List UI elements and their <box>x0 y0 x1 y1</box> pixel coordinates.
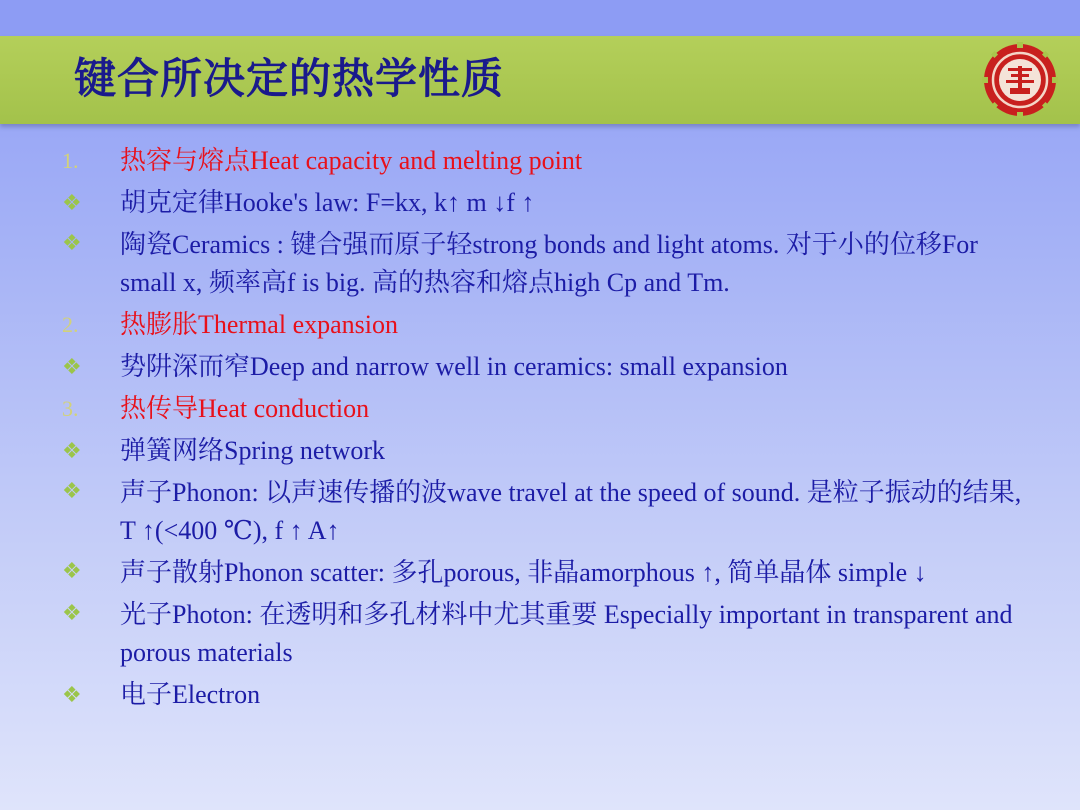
slide-title: 键合所决定的热学性质 <box>74 54 505 103</box>
list-item <box>62 140 1022 182</box>
diamond-bullet-icon: ❖ <box>62 478 82 503</box>
list-item <box>62 182 1022 224</box>
item-text: 陶瓷Ceramics : 键合强而原子轻strong bonds and light atoms. 对于小的位移For small x, 频率高f is big. 高的热容和熔点high Cp and Tm. <box>120 230 978 297</box>
list-item <box>62 346 1022 388</box>
sjtu-emblem-icon <box>982 42 1058 118</box>
item-text: 胡克定律Hooke's law: F=kx, k↑ m ↓f ↑ <box>120 188 535 217</box>
item-text: 热容与熔点Heat capacity and melting point <box>120 146 583 175</box>
list-item <box>62 304 1022 346</box>
diamond-bullet-icon: ❖ <box>62 682 82 707</box>
list-number: 2. <box>62 312 79 337</box>
list-item <box>62 472 1022 552</box>
list-item <box>62 674 1022 716</box>
diamond-bullet-icon: ❖ <box>62 600 82 625</box>
diamond-bullet-icon: ❖ <box>62 354 82 379</box>
title-bar <box>0 36 1080 124</box>
item-text: 弹簧网络Spring network <box>120 436 386 465</box>
item-text: 势阱深而窄Deep and narrow well in ceramics: small expansion <box>120 352 788 381</box>
item-text: 电子Electron <box>120 680 261 709</box>
diamond-bullet-icon: ❖ <box>62 438 82 463</box>
top-band <box>0 0 1080 36</box>
diamond-bullet-icon: ❖ <box>62 190 82 215</box>
item-text: 光子Photon: 在透明和多孔材料中尤其重要 Especially important in transparent and porous materials <box>120 600 1013 667</box>
list-item <box>62 552 1022 594</box>
item-text: 热膨胀Thermal expansion <box>120 310 398 339</box>
item-text: 声子Phonon: 以声速传播的波wave travel at the speed of sound. 是粒子振动的结果, T ↑(<400 ℃), f ↑ A↑ <box>120 478 1022 545</box>
list-item <box>62 430 1022 472</box>
item-text: 热传导Heat conduction <box>120 394 370 423</box>
list-number: 3. <box>62 396 79 421</box>
item-text: 声子散射Phonon scatter: 多孔porous, 非晶amorphous ↑, 简单晶体 simple ↓ <box>120 558 927 587</box>
list-number: 1. <box>62 148 79 173</box>
list-item <box>62 388 1022 430</box>
list-item <box>62 594 1022 674</box>
diamond-bullet-icon: ❖ <box>62 558 82 583</box>
bullet-list <box>62 140 1022 716</box>
diamond-bullet-icon: ❖ <box>62 230 82 255</box>
list-item <box>62 224 1022 304</box>
